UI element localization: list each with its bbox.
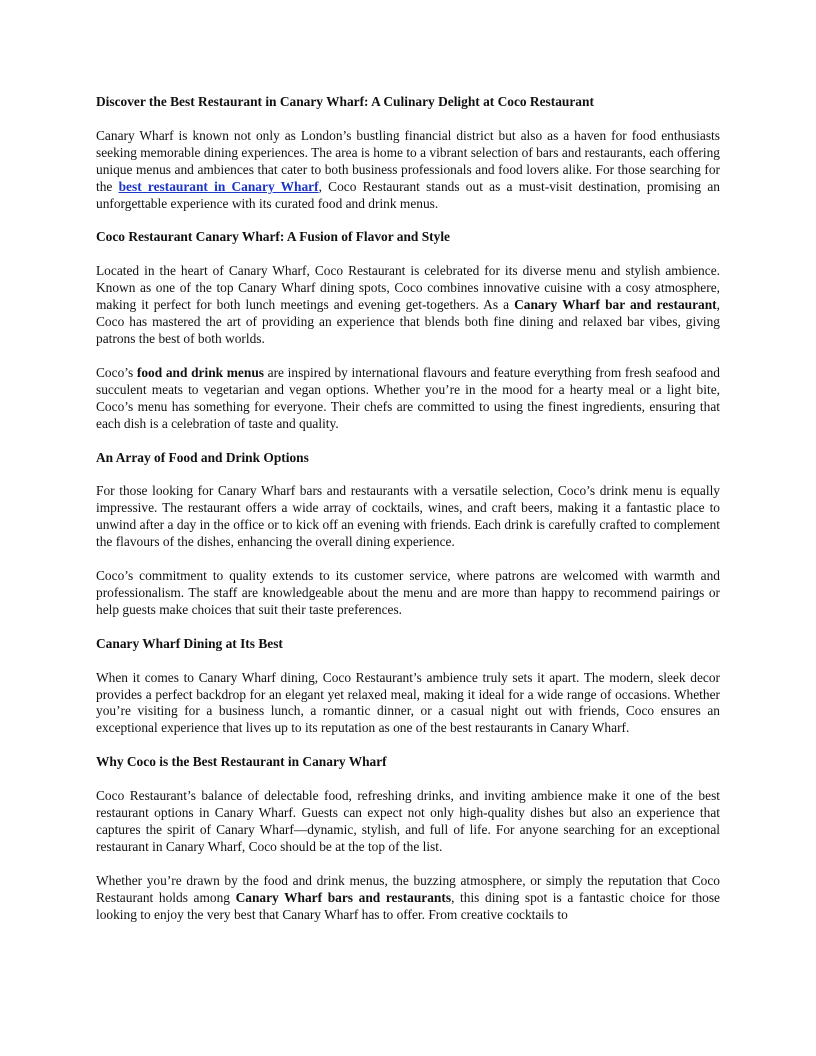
intro-text-after-link: , Coco Restaurant stands out as a must-visit destination, promising an unforgettable experience with its curated food and drink menus. xyxy=(96,178,720,211)
section1-heading: Coco Restaurant Canary Wharf: A Fusion of Flavor and Style xyxy=(96,229,450,245)
section4-paragraph-2 xyxy=(96,873,720,924)
intro-paragraph xyxy=(96,128,720,213)
section1-p2-bold: food and drink menus xyxy=(136,364,264,380)
section2-paragraph-2: Coco’s commitment to quality extends to its customer service, where patrons are welcomed with warmth and professionalism. The staff are knowledgeable about the menu and are more than happy to recommend pairings or help guests make choices that suit their taste preferences. xyxy=(96,568,720,617)
section1-p1-bold: Canary Wharf bar and restaurant xyxy=(514,297,717,313)
section4-heading: Why Coco is the Best Restaurant in Canary Wharf xyxy=(96,754,387,770)
section4-p2-before: Whether you’re drawn by the food and drink menus, the buzzing atmosphere, or simply the reputation that Coco Restaurant holds among xyxy=(96,872,720,905)
document-page xyxy=(96,94,720,941)
document-title: Discover the Best Restaurant in Canary Wharf: A Culinary Delight at Coco Restaurant xyxy=(96,94,594,109)
section1-paragraph-2 xyxy=(96,365,720,433)
section3-heading: Canary Wharf Dining at Its Best xyxy=(96,635,283,651)
intro-text-before-link: Canary Wharf is known not only as London’s bustling financial district but also as a haven for food enthusiasts seeking memorable dining experiences. The area is home to a vibrant selection of bars and restaurants, each offering unique menus and ambiences that cater to both business professionals and food lovers alike. For those searching for the xyxy=(96,127,720,194)
section1-p2-after: are inspired by international flavours and feature everything from fresh seafood and succulent meats to vegetarian and vegan options. Whether you’re in the mood for a hearty meal or a light bite, Coco’s menu has something for everyone. Their chefs are committed to using the finest ingredients, ensuring that each dish is a celebration of taste and quality. xyxy=(96,364,720,431)
section1-paragraph-1 xyxy=(96,263,720,348)
section1-p1-after: , Coco has mastered the art of providing an experience that blends both fine dining and relaxed bar vibes, giving patrons the best of both worlds. xyxy=(96,297,720,346)
section1-p2-before: Coco’s xyxy=(96,364,137,380)
section2-heading: An Array of Food and Drink Options xyxy=(96,449,309,465)
section1-p1-before: Located in the heart of Canary Wharf, Coco Restaurant is celebrated for its diverse menu and stylish ambience. Known as one of the top Canary Wharf dining spots, Coco combines innovative cuisine with a cosy atmosphere, making it perfect for both lunch meetings and evening get-togethers. As a xyxy=(96,263,720,313)
section4-p2-after: , this dining spot is a fantastic choice for those looking to enjoy the very best that Canary Wharf has to offer. From creative cocktails to xyxy=(96,889,720,922)
section3-paragraph-1: When it comes to Canary Wharf dining, Coco Restaurant’s ambience truly sets it apart. The modern, sleek decor provides a perfect backdrop for an elegant yet relaxed meal, making it ideal for a wide range of occasions. Whether you’re visiting for a business lunch, a romantic dinner, or a casual night out with friends, Coco ensures an exceptional experience that lives up to its reputation as one of the best restaurants in Canary Wharf. xyxy=(96,669,720,736)
section2-paragraph-1: For those looking for Canary Wharf bars and restaurants with a versatile selection, Coco’s drink menu is equally impressive. The restaurant offers a wide array of cocktails, wines, and craft beers, making it a fantastic place to unwind after a day in the office or to kick off an evening with friends. Each drink is carefully crafted to complement the flavours of the dishes, enhancing the overall dining experience. xyxy=(96,483,720,550)
section4-paragraph-1: Coco Restaurant’s balance of delectable food, refreshing drinks, and inviting ambience make it one of the best restaurant options in Canary Wharf. Guests can expect not only high-quality dishes but also an experience that captures the spirit of Canary Wharf—dynamic, stylish, and full of life. For anyone searching for an exceptional restaurant in Canary Wharf, Coco should be at the top of the list. xyxy=(96,788,720,854)
section4-p2-bold: Canary Wharf bars and restaurants xyxy=(235,889,452,905)
best-restaurant-link[interactable]: best restaurant in Canary Wharf xyxy=(118,178,319,194)
